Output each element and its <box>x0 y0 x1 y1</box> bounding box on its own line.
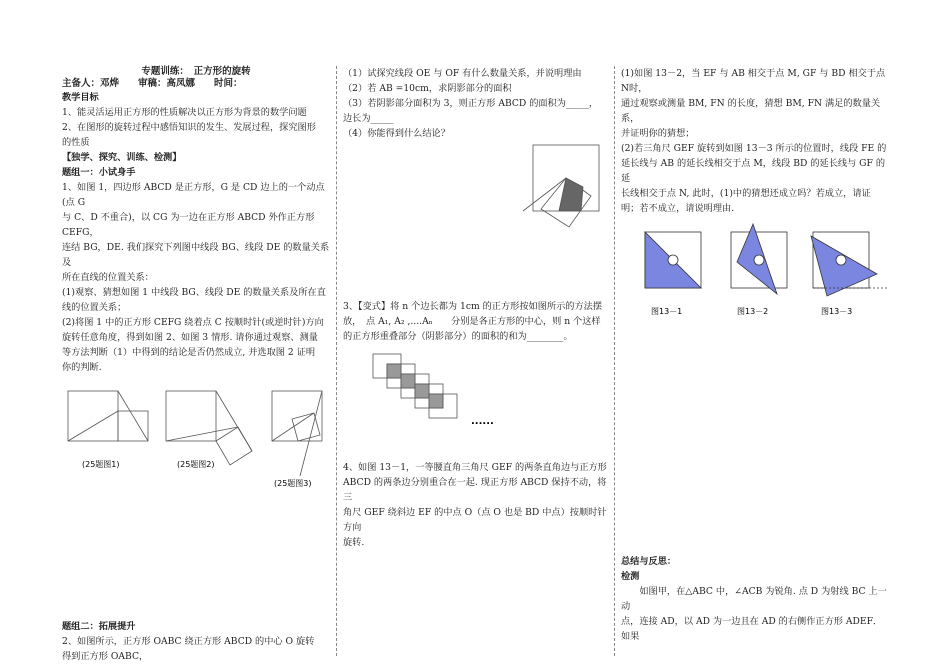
question-4: （4）你能得到什么结论？ <box>343 128 450 139</box>
section-heading: 【独学、探究、训练、检测】 <box>62 152 182 163</box>
test-line: 如图甲，在△ABC 中，∠ACB 为锐角. 点 D 为射线 BC 上一动 <box>621 586 887 612</box>
problem-3-line: 放， 点 A₁, A₂ ,....Aₙ 分别是各正方形的中心，则 n 个这样 <box>343 316 601 327</box>
part-2-line: 明；若不成立，请说明理由. <box>621 203 735 214</box>
problem-1-part-2: 等方法判断（1）中得到的结论是否仍然成立, 并选取图 2 证明 <box>62 347 316 358</box>
problem-1-part-1: 线的位置关系； <box>62 302 127 313</box>
figure-caption: 图13－3 <box>821 307 853 316</box>
problem-1-line: 所在直线的位置关系： <box>62 272 154 283</box>
goal-1: 1、能灵活运用正方形的性质解决以正方形为背景的数学问题 <box>62 107 307 118</box>
problem-1-part-1: (1)观察、猜想如图 1 中线段 BG、线段 DE 的数量关系及所在直 <box>62 287 326 298</box>
question-3: （3）若阴影部分面积为 3，则正方形 ABCD 的面积为_____， <box>343 98 599 109</box>
column-3 <box>621 66 891 651</box>
part-1-line: (1)如图 13－2，当 EF 与 AB 相交于点 M, GF 与 BD 相交于点 N时， <box>621 68 886 94</box>
problem-1-line: 与 C、D 不重合)，以 CG 为一边在正方形 ABCD 外作正方形 CEFG， <box>62 212 315 238</box>
part-1-line: 通过观察或测量 BM, FN 的长度，猜想 BM, FN 满足的数量关系， <box>621 98 881 124</box>
problem-1-line: 1、如图 1，四边形 ABCD 是正方形，G 是 CD 边上的一个动点(点 G <box>62 182 325 208</box>
question-3-cont: 边长为_____ <box>343 113 394 124</box>
problem-1-part-2: 旋转任意角度，得到如图 2、如图 3 情形. 请你通过观察、测量 <box>62 332 318 343</box>
problem-2-line: 得到正方形 OABC， <box>62 651 149 662</box>
ellipsis: ...... <box>471 416 494 427</box>
part-2-line: 长线相交于点 N, 此时，(1)中的猜想还成立吗？若成立，请证 <box>621 188 871 199</box>
problem-2-line: 2、如图所示，正方形 OABC 绕正方形 ABCD 的中心 O 旋转 <box>62 636 315 647</box>
problem-2-figure <box>343 141 609 241</box>
problem-4-line: 旋转. <box>343 537 365 548</box>
column-2 <box>343 66 609 651</box>
problem-1-part-2: 你的判断. <box>62 362 102 373</box>
question-2: （2）若 AB =10cm，求阴影部分的面积 <box>343 83 512 94</box>
problem-3-line: 的正方形重叠部分（阴影部分）的面积的和为________。 <box>343 331 573 342</box>
column-1 <box>62 66 330 662</box>
part-1-line: 并证明你的猜想； <box>621 128 695 139</box>
part-2-line: 延长线与 AB 的延长线相交于点 M，线段 BD 的延长线与 GF 的延 <box>621 158 886 184</box>
problem-3-line: 3、【变式】将 n 个边长都为 1cm 的正方形按如图所示的方法摆 <box>343 301 603 312</box>
question-1: （1）试探究线段 OE 与 OF 有什么数量关系，并说明理由 <box>343 68 582 79</box>
goal-2-cont: 的性质 <box>62 137 90 148</box>
worksheet-title: 专题训练： 正方形的旋转 <box>141 66 251 77</box>
test-heading: 检测 <box>621 571 640 582</box>
figure-caption: (25题图2) <box>177 460 215 469</box>
column-divider <box>614 66 615 656</box>
author-line: 主备人：邓烨 审稿：高凤娜 时间： <box>62 78 243 89</box>
group-2-heading: 题组二：拓展提升 <box>62 621 136 632</box>
test-line: 点，连接 AD，以 AD 为一边且在 AD 的右侧作正方形 ADEF．如果 <box>621 616 883 642</box>
problem-4-line: ABCD 的两条边分别重合在一起. 现正方形 ABCD 保持不动，将三 <box>343 477 607 503</box>
figure-13-set <box>621 222 891 322</box>
problem-1-part-2: (2)将图 1 中的正方形 CEFG 绕着点 C 按顺时针(或逆时针)方向 <box>62 317 324 328</box>
column-divider <box>336 66 337 656</box>
group-1-heading: 题组一：小试身手 <box>62 167 136 178</box>
problem-1-figures <box>62 381 330 491</box>
figure-caption: 图13－1 <box>651 307 683 316</box>
problem-4-line: 4、如图 13－1，一等腰直角三角尺 GEF 的两条直角边与正方形 <box>343 462 607 473</box>
figure-caption: (25题图3) <box>274 479 312 488</box>
goal-2: 2、在图形的旋转过程中感悟知识的发生、发展过程，探究图形 <box>62 122 316 133</box>
goals-heading: 教学目标 <box>62 92 99 103</box>
problem-1-line: 连结 BG，DE. 我们探究下列图中线段 BG、线段 DE 的数量关系及 <box>62 242 330 268</box>
problem-4-line: 角尺 GEF 绕斜边 EF 的中点 O（点 O 也是 BD 中点）按顺时针方向 <box>343 507 607 533</box>
part-2-line: (2)若三角尺 GEF 旋转到如图 13－3 所示的位置时，线段 FE 的 <box>621 143 887 154</box>
figure-caption: (25题图1) <box>82 460 120 469</box>
problem-3-figure <box>343 350 609 430</box>
summary-heading: 总结与反思： <box>621 556 677 567</box>
figure-caption: 图13－2 <box>737 307 769 316</box>
